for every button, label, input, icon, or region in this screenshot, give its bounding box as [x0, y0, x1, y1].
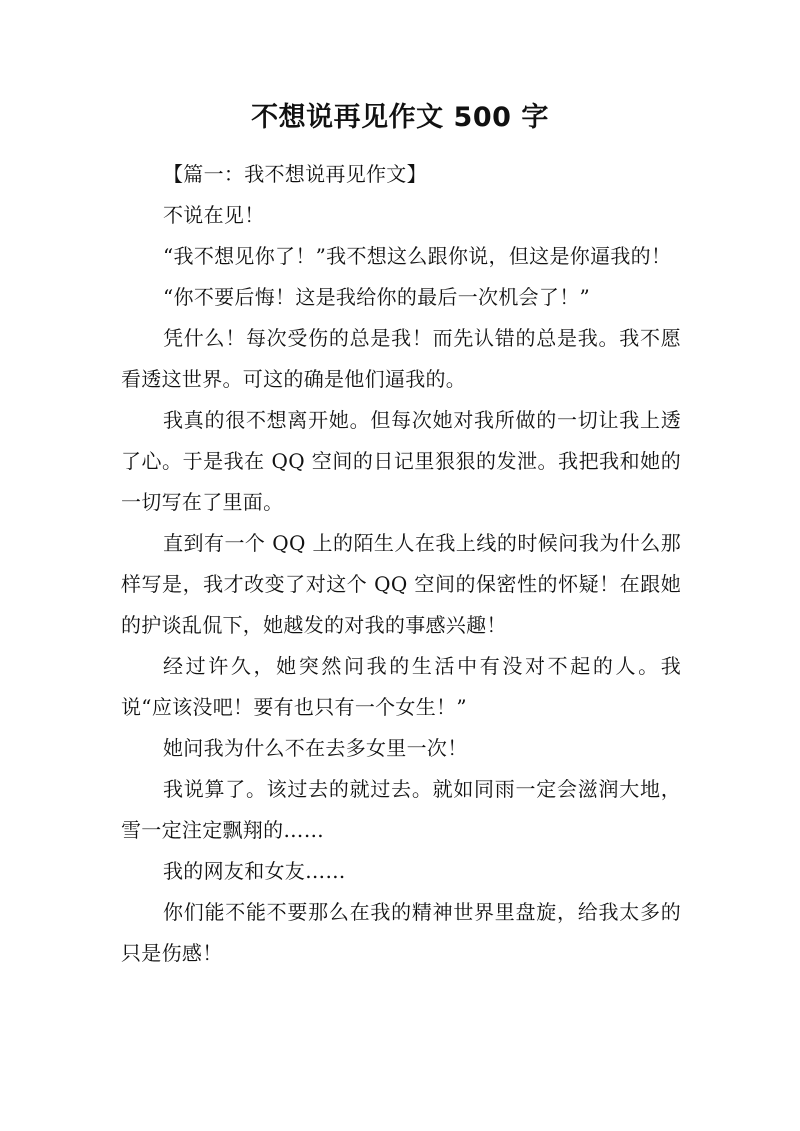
paragraph: 她问我为什么不在去多女里一次！: [163, 736, 468, 760]
paragraph: 我说算了。该过去的就过去。就如同雨一定会滋润大地，雪一定注定飘翔的……: [121, 777, 681, 842]
paragraph: 不说在见！: [163, 203, 265, 227]
section-heading: 【篇一：我不想说再见作文】: [163, 162, 427, 186]
paragraph: 我的网友和女友……: [163, 859, 346, 883]
paragraph: 直到有一个 QQ 上的陌生人在我上线的时候问我为什么那样写是，我才改变了对这个 QQ 空间的保密性的怀疑！在跟她的护谈乱侃下，她越发的对我的事感兴趣！: [121, 531, 681, 637]
paragraph: “你不要后悔！这是我给你的最后一次机会了！”: [163, 285, 591, 309]
paragraph: “我不想见你了！”我不想这么跟你说，但这是你逼我的！: [163, 244, 672, 268]
essay-body: [121, 154, 681, 974]
paragraph: 经过许久，她突然问我的生活中有没对不起的人。我说“应该没吧！要有也只有一个女生！”: [121, 654, 681, 719]
paragraph: 凭什么！每次受伤的总是我！而先认错的总是我。我不愿看透这世界。可这的确是他们逼我的。: [121, 326, 681, 391]
paragraph: 我真的很不想离开她。但每次她对我所做的一切让我上透了心。于是我在 QQ 空间的日记里狠狠的发泄。我把我和她的一切写在了里面。: [121, 408, 681, 514]
paragraph: 你们能不能不要那么在我的精神世界里盘旋，给我太多的只是伤感！: [121, 900, 681, 965]
page-title: 不想说再见作文 500 字: [251, 102, 549, 133]
